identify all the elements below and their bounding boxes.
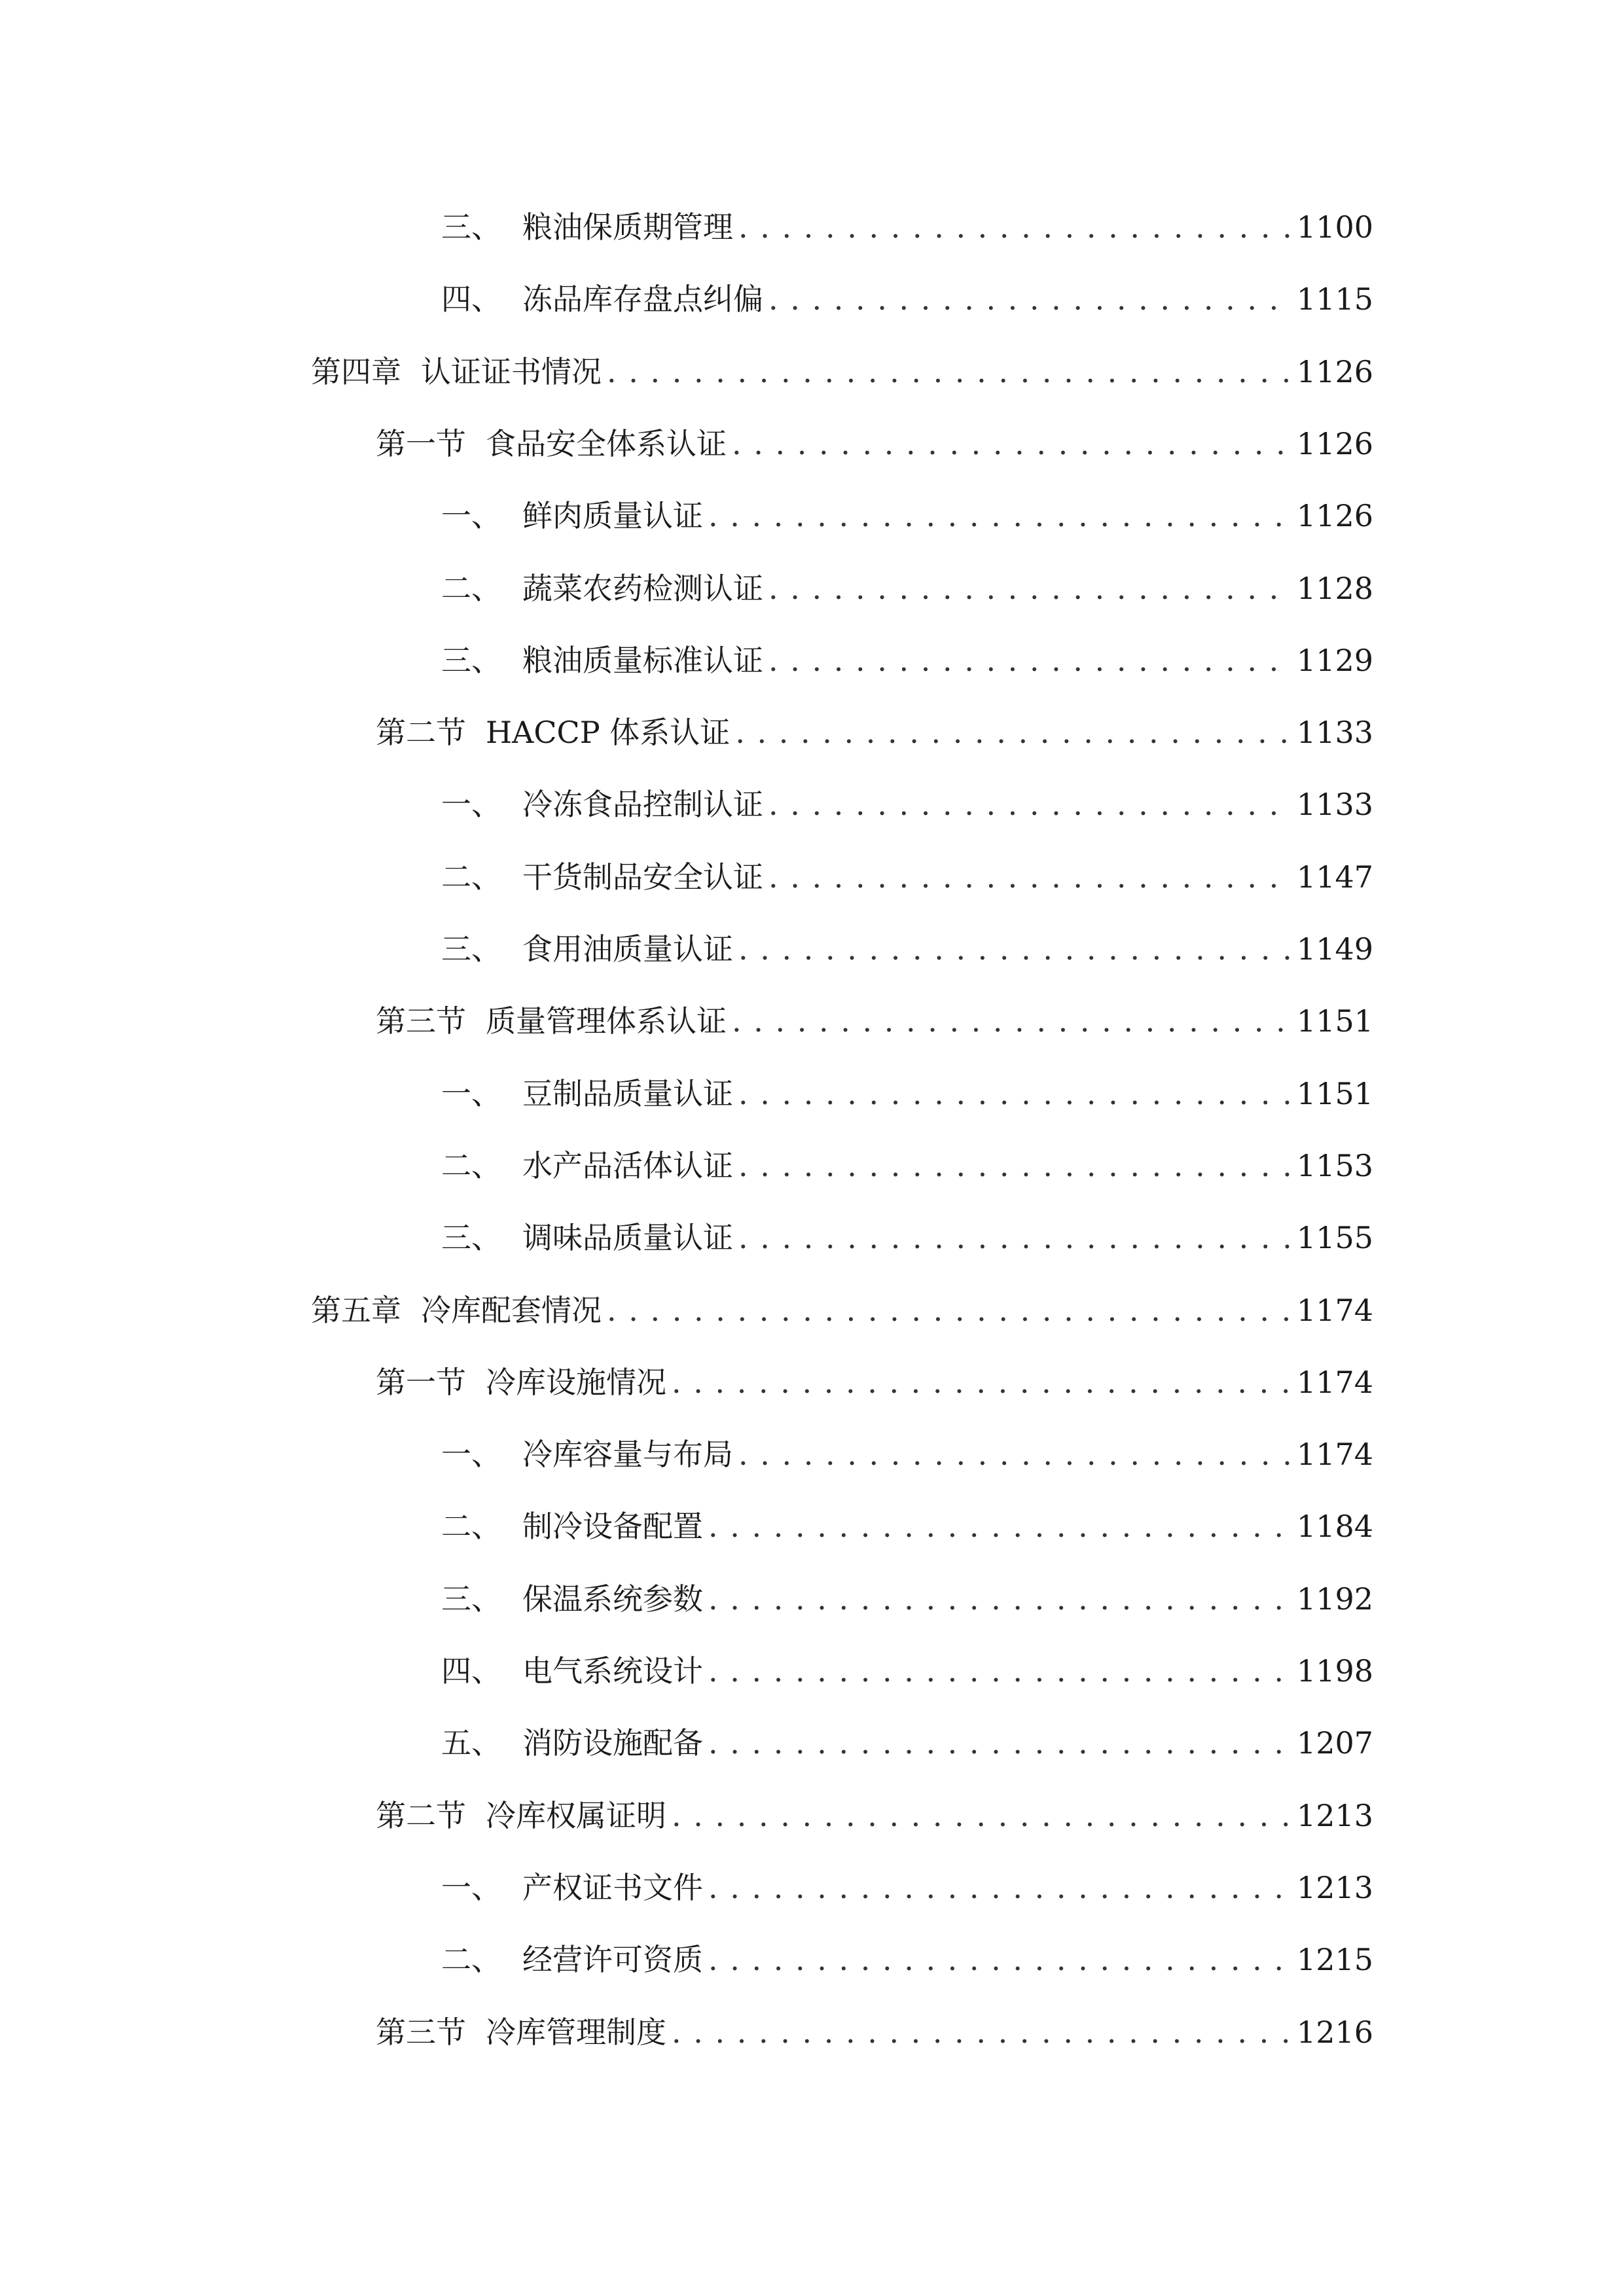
- toc-entry-title: 水产品活体认证: [522, 1148, 733, 1183]
- toc-entry-title: 冷库配套情况: [421, 1293, 602, 1328]
- toc-entry-number: 三、: [441, 1581, 501, 1617]
- toc-entry[interactable]: [441, 1717, 1373, 1769]
- toc-entry[interactable]: [376, 1356, 1373, 1408]
- toc-entry-number: 一、: [441, 1076, 501, 1111]
- toc-entry[interactable]: [376, 418, 1373, 470]
- dot-leader: [708, 1861, 1291, 1914]
- toc-entry-page-number: 1115: [1296, 281, 1373, 317]
- toc-entry-page-number: 1174: [1296, 1365, 1373, 1400]
- toc-entry-number: 第四章: [311, 354, 401, 389]
- toc-entry[interactable]: [441, 273, 1373, 325]
- dot-leader: [768, 562, 1291, 615]
- toc-entry-number: 一、: [441, 498, 501, 533]
- dot-leader: [708, 1933, 1291, 1986]
- toc-entry-title: 食用油质量认证: [522, 931, 733, 967]
- toc-entry[interactable]: [376, 995, 1373, 1047]
- toc-entry[interactable]: [441, 1428, 1373, 1480]
- toc-entry-title: 保温系统参数: [522, 1581, 703, 1617]
- toc-entry-title: 电气系统设计: [522, 1653, 703, 1689]
- dot-leader: [607, 346, 1291, 398]
- dot-leader: [768, 778, 1291, 831]
- toc-entry[interactable]: [441, 1861, 1373, 1914]
- toc-entry-page-number: 1129: [1296, 643, 1373, 678]
- dot-leader: [735, 706, 1291, 759]
- toc-entry-title: 制冷设备配置: [522, 1509, 703, 1544]
- toc-entry-page-number: 1100: [1296, 209, 1373, 245]
- toc-entry-page-number: 1153: [1296, 1148, 1373, 1183]
- toc-entry-page-number: 1174: [1296, 1293, 1373, 1328]
- dot-leader: [738, 1067, 1291, 1120]
- toc-entry-number: 二、: [441, 571, 501, 606]
- toc-entry-number: 三、: [441, 931, 501, 967]
- dot-leader: [738, 201, 1291, 253]
- toc-entry[interactable]: [441, 851, 1373, 903]
- toc-entry-number: 二、: [441, 1942, 501, 1977]
- toc-entry-number: 三、: [441, 209, 501, 245]
- toc-entry-page-number: 1216: [1296, 2015, 1373, 2050]
- toc-entry[interactable]: [441, 1139, 1373, 1192]
- toc-entry[interactable]: [376, 1789, 1373, 1842]
- toc-entry-page-number: 1207: [1296, 1725, 1373, 1761]
- toc-entry-number: 五、: [441, 1725, 501, 1761]
- dot-leader: [708, 1500, 1291, 1552]
- toc-entry-title: 粮油保质期管理: [522, 209, 733, 245]
- toc-entry-title: 冷冻食品控制认证: [522, 787, 763, 822]
- toc-entry-page-number: 1213: [1296, 1798, 1373, 1833]
- toc-entry-page-number: 1151: [1296, 1003, 1373, 1039]
- toc-entry-title: 粮油质量标准认证: [522, 643, 763, 678]
- toc-entry[interactable]: [441, 634, 1373, 687]
- toc-entry[interactable]: [441, 1645, 1373, 1697]
- dot-leader: [768, 634, 1291, 687]
- toc-entry-title: 冷库管理制度: [486, 2015, 666, 2050]
- toc-entry-number: 第五章: [311, 1293, 401, 1328]
- toc-entry-number: 第一节: [376, 1365, 466, 1400]
- dot-leader: [732, 418, 1291, 470]
- toc-entry-title: 食品安全体系认证: [486, 426, 727, 461]
- toc-entry-number: 第三节: [376, 2015, 466, 2050]
- toc-entry-page-number: 1213: [1296, 1870, 1373, 1905]
- dot-leader: [732, 995, 1291, 1047]
- toc-entry-page-number: 1133: [1296, 715, 1373, 750]
- toc-entry-page-number: 1184: [1296, 1509, 1373, 1544]
- toc-entry-page-number: 1174: [1296, 1437, 1373, 1472]
- toc-entry-number: 三、: [441, 1220, 501, 1255]
- dot-leader: [672, 1789, 1291, 1842]
- toc-entry-title: 产权证书文件: [522, 1870, 703, 1905]
- toc-entry-page-number: 1133: [1296, 787, 1373, 822]
- dot-leader: [738, 1139, 1291, 1192]
- toc-entry-page-number: 1128: [1296, 571, 1373, 606]
- toc-entry-number: 第二节: [376, 1798, 466, 1833]
- toc-entry[interactable]: [441, 1933, 1373, 1986]
- toc-entry-number: 第二节: [376, 715, 466, 750]
- toc-entry-title: HACCP 体系认证: [486, 715, 731, 750]
- toc-entry-page-number: 1126: [1296, 354, 1373, 389]
- dot-leader: [708, 1717, 1291, 1769]
- dot-leader: [708, 490, 1291, 542]
- dot-leader: [672, 2006, 1291, 2058]
- toc-entry-page-number: 1147: [1296, 859, 1373, 895]
- toc-entry-title: 蔬菜农药检测认证: [522, 571, 763, 606]
- toc-entry-number: 三、: [441, 643, 501, 678]
- toc-entry-title: 调味品质量认证: [522, 1220, 733, 1255]
- toc-entry-page-number: 1126: [1296, 426, 1373, 461]
- toc-entry-title: 经营许可资质: [522, 1942, 703, 1977]
- toc-entry-title: 冷库容量与布局: [522, 1437, 733, 1472]
- toc-entry-number: 一、: [441, 1437, 501, 1472]
- toc-entry[interactable]: [376, 2006, 1373, 2058]
- toc-entry-page-number: 1126: [1296, 498, 1373, 533]
- dot-leader: [708, 1573, 1291, 1625]
- toc-entry-title: 消防设施配备: [522, 1725, 703, 1761]
- toc-entry-page-number: 1215: [1296, 1942, 1373, 1977]
- dot-leader: [708, 1645, 1291, 1697]
- dot-leader: [768, 273, 1291, 325]
- toc-entry-title: 质量管理体系认证: [486, 1003, 727, 1039]
- toc-entry-title: 冷库权属证明: [486, 1798, 666, 1833]
- toc-entry[interactable]: [441, 490, 1373, 542]
- toc-entry-title: 干货制品安全认证: [522, 859, 763, 895]
- dot-leader: [768, 851, 1291, 903]
- toc-entry[interactable]: [441, 778, 1373, 831]
- toc-entry-title: 豆制品质量认证: [522, 1076, 733, 1111]
- toc-entry-number: 第一节: [376, 426, 466, 461]
- toc-entry-number: 一、: [441, 787, 501, 822]
- dot-leader: [607, 1284, 1291, 1336]
- toc-entry-page-number: 1198: [1296, 1653, 1373, 1689]
- toc-entry-number: 四、: [441, 281, 501, 317]
- toc-entry-number: 第三节: [376, 1003, 466, 1039]
- dot-leader: [738, 1211, 1291, 1264]
- toc-entry[interactable]: [441, 562, 1373, 615]
- toc-entry-number: 一、: [441, 1870, 501, 1905]
- toc-entry-title: 冷库设施情况: [486, 1365, 666, 1400]
- toc-entry[interactable]: [441, 1500, 1373, 1552]
- toc-entry[interactable]: [441, 1573, 1373, 1625]
- toc-entry-page-number: 1151: [1296, 1076, 1373, 1111]
- toc-entry-page-number: 1149: [1296, 931, 1373, 967]
- dot-leader: [672, 1356, 1291, 1408]
- toc-entry-page-number: 1192: [1296, 1581, 1373, 1617]
- toc-entry[interactable]: [311, 1284, 1373, 1336]
- toc-entry[interactable]: [311, 346, 1373, 398]
- toc-entry[interactable]: [441, 1211, 1373, 1264]
- dot-leader: [738, 923, 1291, 975]
- toc-entry-title: 认证证书情况: [421, 354, 602, 389]
- toc-entry-number: 二、: [441, 1509, 501, 1544]
- toc-entry[interactable]: [441, 201, 1373, 253]
- toc-entry-number: 四、: [441, 1653, 501, 1689]
- toc-entry-number: 二、: [441, 1148, 501, 1183]
- toc-entry-page-number: 1155: [1296, 1220, 1373, 1255]
- toc-entry[interactable]: [441, 923, 1373, 975]
- toc-entry[interactable]: [376, 706, 1373, 759]
- toc-entry[interactable]: [441, 1067, 1373, 1120]
- dot-leader: [738, 1428, 1291, 1480]
- toc-entry-title: 鲜肉质量认证: [522, 498, 703, 533]
- toc-entry-title: 冻品库存盘点纠偏: [522, 281, 763, 317]
- toc-entry-number: 二、: [441, 859, 501, 895]
